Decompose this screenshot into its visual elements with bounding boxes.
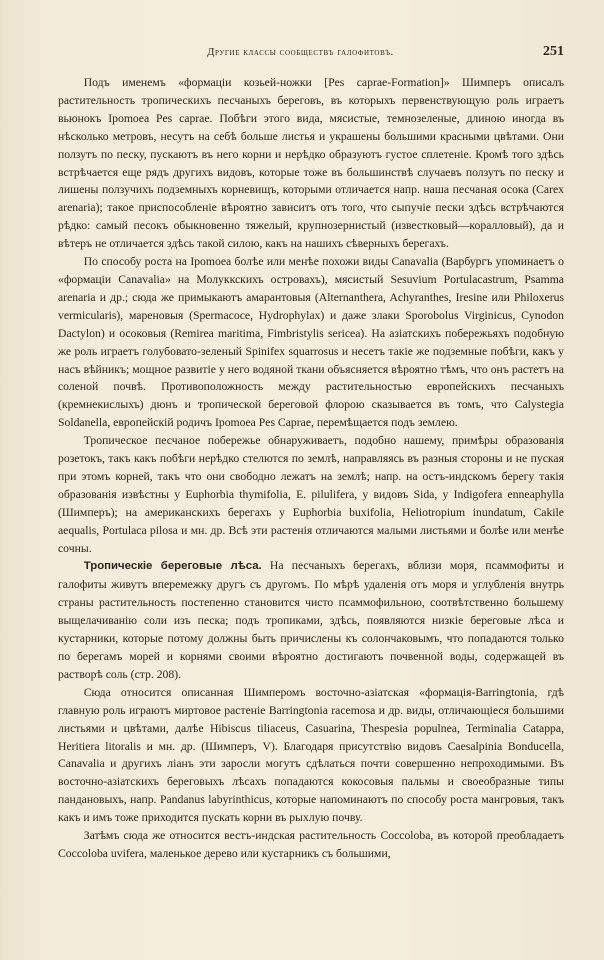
page-number: 251 (543, 44, 564, 59)
section-text: На песчаныхъ берегахъ, вблизи моря, псаммофиты и галофиты живутъ вперемежку другъ съ другомъ. По мѣрѣ удаленія отъ моря и углубленія внутрь страны растительность постепенно становится чисто псаммофильною, соотвѣтственно большему выщелачиванію соли изъ песка; подъ тропиками, здѣсь, появляются низкіе береговые лѣса и кустарники, которые потому должны быть причислены къ солончаковымъ, что попадаются только по берегамъ морей и корнями своими вѣроятно достигаютъ почвенной воды, содержащей въ растворѣ соль (стр. 208). (58, 559, 565, 681)
paragraph-rosettes: Тропическое песчаное побережье обнаруживаетъ, подобно нашему, примѣры образованія розетокъ, такъ какъ побѣги нерѣдко стелются по землѣ, направляясь въ разныя стороны и не пуская при этомъ корней, такъ что они свободно лежатъ на землѣ; напр. на остъ-индскомъ берегу такія образованія извѣстны у Euphorbia thymifolia, E. pilulifera, у видовъ Sida, у Indigofera enneaphylla (Шимперъ); на американскихъ берегахъ у Euphorbia buxifolia, Heliotropium inundatum, Cakile aequalis, Portulaca pilosa и мн. др. Всѣ эти растенія отличаются малыми листьями и болѣе или менѣе сочны. (58, 434, 564, 555)
paragraph-coccoloba: Затѣмъ сюда же относится вестъ-индская растительность Coccoloba, въ которой преобладаетъ Coccoloba uvifera, маленькое дерево или кустарникъ съ большими, (58, 829, 564, 860)
section-title: Тропическіе береговые лѣса. (83, 560, 262, 573)
page-body (58, 74, 564, 863)
paragraph-coastal-forests (58, 557, 564, 683)
page-header (58, 44, 564, 66)
running-head: Другие классы сообществъ галофитовъ. (207, 47, 394, 58)
paragraph-barringtonia: Сюда относится описанная Шимперомъ восточно-азіатская «формація-Barringtonia, гдѣ главную роль играютъ миртовое растеніе Barringtonia racemosa и др. виды, отличающіеся большими листьями и цвѣтами, далѣе Hibiscus tiliaceus, Casuarina, Thespesia populnea, Terminalia Catappa, Heritiera litoralis и мн. др. (Шимперъ, V). Благодаря присутствію видовъ Caesalpinia Bonducella, Canavalia и другихъ ліанъ эти заросли могутъ сдѣлаться почти совершенно непроходимыми. Въ восточно-азіатскихъ береговыхъ лѣсахъ попадаются кокосовыя пальмы и своеобразные типы пандановыхъ, напр. Pandanus labyrinthicus, которые напоминаютъ по способу роста мангровыя, такъ какъ и имъ тоже приходится пускать корни въ рыхлую почву. (58, 685, 564, 825)
paragraph-canavalia: По способу роста на Ipomoea болѣе или менѣе похожи виды Canavalia (Варбургъ упоминаетъ о «формаціи Canavalia» на Молуккскихъ островахъ), мясистый Sesuvium Portulacastrum, Psamma arenaria и др.; сюда же примыкаютъ амарантовыя (Alternanthera, Achyranthes, Iresine или Philoxerus vermicularis), мареновыя (Spermacoce, Hydrophylax) и даже злаки Sporobolus Virginicus, Cynodon Dactylon) и осоковыя (Remirea maritima, Fimbristylis sericea). На азіатскихъ побережьяхъ подобную же роль играетъ голубовато-зеленый Spinifex squarrosus и несетъ такіе же подземные побѣги, какъ у насъ вѣйникъ; мощное развитіе у него водяной ткани объясняется вѣроятно тѣмъ, что онъ растетъ на соленой почвѣ. Противоположность между растительностью европейскихъ песчаныхъ (кремнекислыхъ) дюнъ и тропической береговой флорою сказывается въ томъ, что Calystegia Soldanella, европейскій родичъ Ipomoea Pes Caprae, перемѣщается подъ землею. (58, 255, 564, 430)
paragraph-pes-caprae: Подъ именемъ «формаціи козьей-ножки [Pes caprae-Formation]» Шимперъ описалъ растительность тропическихъ песчаныхъ береговъ, въ которыхъ первенствующую роль играетъ вьюнокъ Ipomoea Pes caprae. Побѣги этого вида, мясистые, темнозеленые, длиною иногда въ нѣсколько метровъ, несутъ на себѣ больше листья и украшены большими красными цвѣтами. Они ползутъ по песку, пускаютъ въ него корни и нерѣдко образуютъ густое сплетеніе. Кромѣ того здѣсь встрѣчается еще рядъ другихъ видовъ, которые тоже въ большинствѣ случаевъ ползутъ по песку и лишены ползучихъ подземныхъ корневищъ, которыми отличается напр. наша песчаная осока (Carex arenaria); такое приспособленіе вѣроятно зависитъ отъ того, что сыпучіе пески здѣсь встрѣчаются рѣдко: самый песокъ обыкновенно тяжелый, крупнозернистый (известковый—коралловый), да и вѣтеръ не отличается здѣсь такой силою, какъ на нашихъ сѣверныхъ берегахъ. (58, 76, 564, 251)
